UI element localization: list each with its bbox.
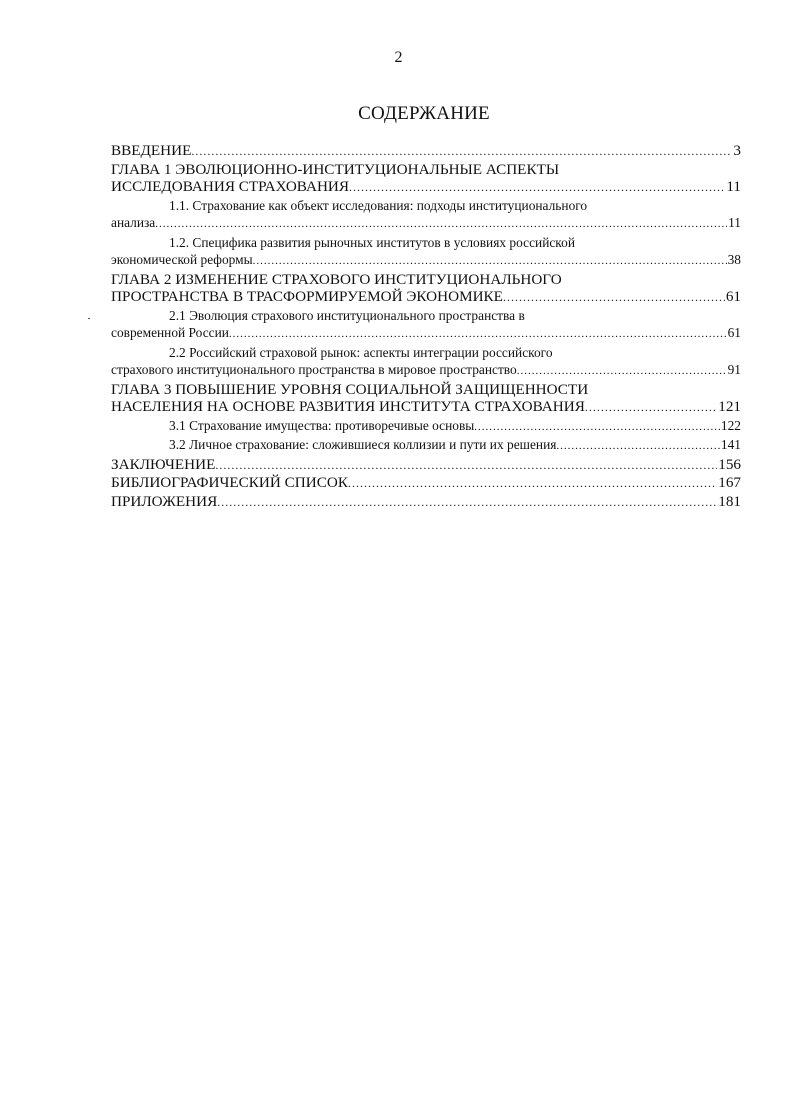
page-title: СОДЕРЖАНИЕ — [358, 103, 490, 124]
toc-entry-page: 11 — [726, 178, 741, 195]
toc-entry-page: 121 — [718, 398, 741, 415]
toc-entry-page: 181 — [718, 492, 741, 510]
toc-entry-section-1-1 — [111, 197, 741, 234]
toc-entry-conclusion — [111, 456, 741, 475]
dot-leader — [474, 417, 720, 437]
toc-entry-page: 38 — [727, 252, 741, 267]
toc-entry-section-1-2 — [111, 234, 741, 271]
toc-entry-section-3-1 — [111, 417, 741, 437]
dot-leader — [217, 493, 717, 512]
dot-leader — [191, 142, 732, 161]
toc-entry-title: 2.2 Российский страховой рынок: аспекты интеграции российского — [169, 344, 553, 360]
toc-entry-title-continued: экономической реформы — [111, 252, 253, 267]
toc-entry-title: 3.2 Личное страхование: сложившиеся коллизии и пути их решения — [169, 437, 557, 452]
dot-leader — [517, 361, 727, 381]
dot-leader — [585, 398, 717, 417]
dot-leader — [253, 251, 727, 271]
toc-entry-bibliography — [111, 474, 741, 493]
toc-entry-title: ПРИЛОЖЕНИЯ — [111, 492, 218, 510]
dot-leader — [503, 288, 725, 307]
toc-entry-chapter-3 — [111, 381, 741, 417]
dot-leader — [349, 178, 725, 197]
toc-entry-page: 11 — [728, 215, 741, 230]
toc-entry-title-continued: ИССЛЕДОВАНИЯ СТРАХОВАНИЯ — [111, 178, 350, 195]
toc-entry-section-2-1 — [111, 307, 741, 344]
dot-leader — [556, 436, 720, 456]
toc-entry-section-3-2 — [111, 436, 741, 456]
dot-leader — [155, 214, 727, 234]
toc-entry-title: 3.1 Страхование имущества: противоречивые основы — [169, 417, 475, 433]
toc-entry-title-continued: современной России — [111, 325, 229, 340]
toc-entry-title-continued: страхового институционального пространства в мировое пространство — [111, 362, 517, 377]
toc-entry-page: 91 — [727, 362, 741, 377]
toc-entry-page: 122 — [720, 417, 741, 433]
toc-entry-title: ГЛАВА 2 ИЗМЕНЕНИЕ СТРАХОВОГО ИНСТИТУЦИОНАЛЬНОГО — [111, 270, 562, 288]
dot-leader — [229, 324, 727, 344]
toc-entry-title: ЗАКЛЮЧЕНИЕ — [111, 455, 216, 473]
toc-entry-page: 167 — [718, 474, 741, 491]
toc-entry-page: 141 — [720, 437, 741, 452]
toc-entry-page: 3 — [733, 142, 741, 159]
toc-entry-title-continued: НАСЕЛЕНИЯ НА ОСНОВЕ РАЗВИТИЯ ИНСТИТУТА СТРАХОВАНИЯ — [111, 398, 585, 415]
scan-speck — [88, 318, 90, 319]
toc-entry-chapter-1 — [111, 161, 741, 197]
toc-entry-appendices — [111, 493, 741, 512]
toc-entry-page: 61 — [727, 325, 741, 340]
toc-entry-title: ВВЕДЕНИЕ — [111, 142, 192, 159]
toc-entry-title: 1.1. Страхование как объект исследования: подходы институционального — [169, 197, 588, 213]
dot-leader — [348, 474, 717, 493]
toc-entry-title: 2.1 Эволюция страхового институционального пространства в — [169, 307, 525, 323]
toc-entry-page: 61 — [725, 288, 741, 305]
toc-entry-title-continued: ПРОСТРАНСТВА В ТРАСФОРМИРУЕМОЙ ЭКОНОМИКЕ — [111, 288, 503, 305]
toc-entry-title: ГЛАВА 3 ПОВЫШЕНИЕ УРОВНЯ СОЦИАЛЬНОЙ ЗАЩИЩЕННОСТИ — [111, 380, 589, 398]
toc-entry-title: БИБЛИОГРАФИЧЕСКИЙ СПИСОК — [111, 474, 348, 491]
toc-entry-title: 1.2. Специфика развития рыночных институтов в условиях российской — [169, 234, 575, 250]
page-number: 2 — [394, 49, 403, 66]
toc-entry-title: ГЛАВА 1 ЭВОЛЮЦИОННО-ИНСТИТУЦИОНАЛЬНЫЕ АСПЕКТЫ — [111, 160, 560, 178]
toc-entry-chapter-2 — [111, 271, 741, 307]
table-of-contents — [111, 142, 741, 511]
toc-entry-title-continued: анализа — [111, 215, 156, 230]
toc-entry-page: 156 — [718, 455, 741, 473]
toc-entry-section-2-2 — [111, 344, 741, 381]
dot-leader — [215, 456, 717, 475]
toc-entry-introduction — [111, 142, 741, 161]
